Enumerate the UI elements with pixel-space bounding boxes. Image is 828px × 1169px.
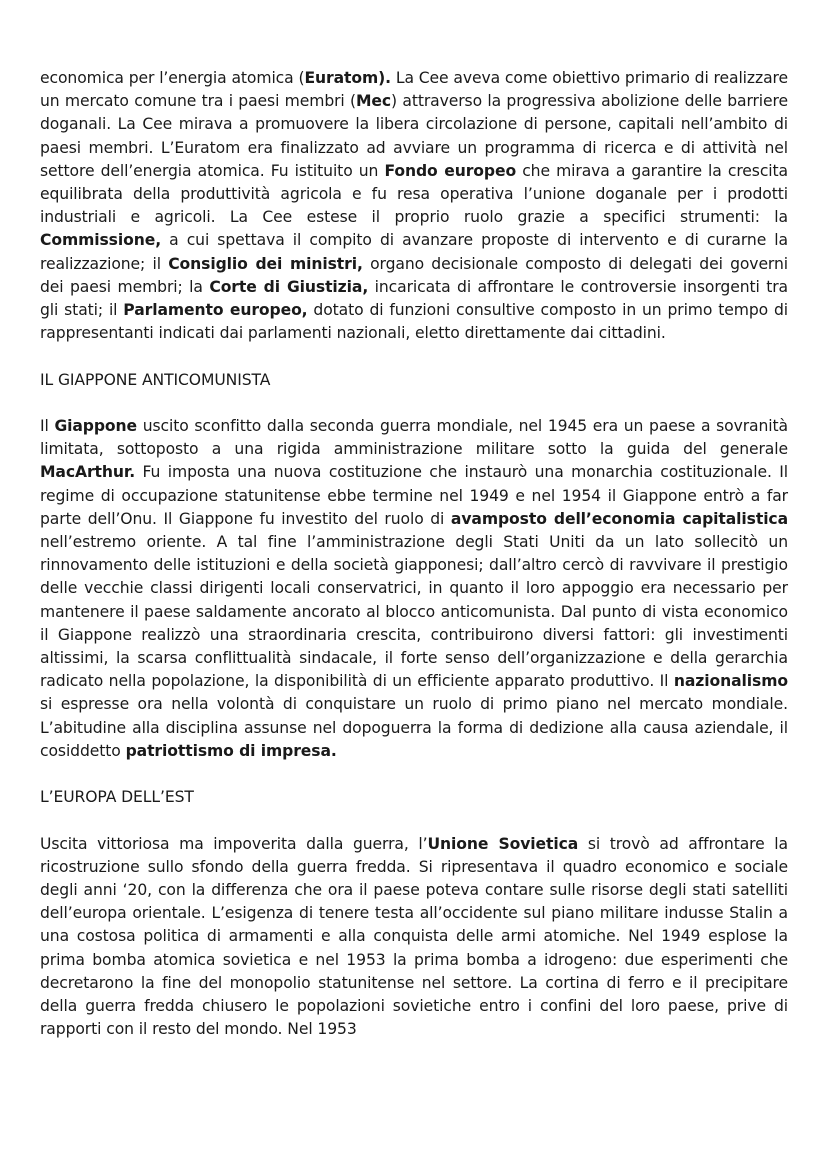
text-run: si espresse ora nella volontà di conquistare un ruolo di primo piano nel mercato mondiale. L’abitudine alla disciplina assunse nel dopoguerra la forma di dedizione alla causa aziendale, il cosiddetto <box>40 695 788 760</box>
text-run: nell’estremo oriente. A tal fine l’amministrazione degli Stati Uniti da un lato sollecitò un rinnovamento delle istituzioni e della società giapponesi; dall’altro cercò di ravvivare il prestigio delle vecchie classi dirigenti locali conservatrici, in quanto il loro appoggio era necessario per mantenere il paese saldamente ancorato al blocco anticomunista. Dal punto di vista economico il Giappone realizzò una straordinaria crescita, contribuirono diversi fattori: gli investimenti altissimi, la scarsa conflittualità sindacale, il forte senso dell’organizzazione e della gerarchia radicato nella popolazione, la disponibilità di un efficiente apparato produttivo. Il <box>40 533 788 691</box>
text-run: ) attraverso la progressiva abolizione delle barriere doganali. La Cee mirava a promuovere la libera circolazione di persone, capitali nell’ambito di paesi membri. L’Euratom era finalizzato ad avviare un programma di ricerca e di attività nel settore dell’energia atomica. Fu istituito un <box>40 92 788 180</box>
text-run: Fu imposta una nuova costituzione che instaurò una monarchia costituzionale. Il regime di occupazione statunitense ebbe termine nel 1949 e nel 1954 il Giappone entrò a far parte dell’Onu. Il Giappone fu investito del ruolo di <box>40 463 788 528</box>
paragraph-giappone <box>40 415 788 763</box>
text-run: organo decisionale composto di delegati dei governi dei paesi membri; la <box>40 254 788 296</box>
spacer <box>40 345 788 368</box>
text-run: uscito sconfitto dalla seconda guerra mondiale, nel 1945 era un paese a sovranità limitata, sottoposto a una rigida amministrazione militare sotto la guida del generale <box>40 417 789 459</box>
bold-term-euratom: Euratom). <box>304 69 391 87</box>
section-heading-giappone: IL GIAPPONE ANTICOMUNISTA <box>40 370 271 389</box>
bold-term-commissione: Commissione, <box>40 231 162 250</box>
bold-term-nazionalismo: nazionalismo <box>673 672 788 691</box>
bold-term-consiglio-ministri: Consiglio dei ministri, <box>168 254 363 273</box>
text-run: incaricata di affrontare le controversie insorgenti tra gli stati; il <box>40 277 788 320</box>
text-run: dotato di funzioni consultive composto in un primo tempo di rappresentanti indicati dai parlamenti nazionali, eletto direttamente dai cittadini. <box>40 301 788 343</box>
spacer <box>40 763 788 786</box>
text-run: Uscita vittoriosa ma impoverita dalla guerra, l’ <box>40 834 428 853</box>
bold-term-avamposto: avamposto dell’economia capitalistica <box>450 509 789 528</box>
bold-term-unione-sovietica: Unione Sovietica <box>427 834 579 853</box>
text-run: a cui spettava il compito di avanzare proposte di intervento e di curarne la realizzazione; il <box>40 231 788 273</box>
text-run: che mirava a garantire la crescita equilibrata della produttività agricola e fu resa operativa l’unione doganale per i prodotti industriali e agricoli. La Cee estese il proprio ruolo grazie a specifici strumenti: la <box>40 161 789 227</box>
text-run: economica per l’energia atomica ( <box>40 69 305 87</box>
bold-term-giappone: Giappone <box>54 417 138 436</box>
bold-term-parlamento-europeo: Parlamento europeo, <box>123 301 308 320</box>
text-run: Il <box>40 417 55 436</box>
spacer <box>40 809 788 832</box>
bold-term-mec: Mec <box>356 92 392 111</box>
bold-term-corte-giustizia: Corte di Giustizia, <box>209 277 369 296</box>
bold-term-macarthur: MacArthur. <box>40 463 136 482</box>
text-run: La Cee aveva come obiettivo primario di realizzare un mercato comune tra i paesi membri ( <box>40 69 789 111</box>
spacer <box>40 392 788 415</box>
section-heading-europa-est: L’EUROPA DELL’EST <box>40 788 194 807</box>
bold-term-patriottismo: patriottismo di impresa. <box>125 741 337 760</box>
paragraph-europa-est <box>40 833 788 1042</box>
paragraph-cee-euratom <box>40 67 788 345</box>
text-run: si trovò ad affrontare la ricostruzione sullo sfondo della guerra fredda. Si ripresentava il quadro economico e sociale degli anni ‘20, con la differenza che ora il paese poteva contare sulle risorse degli stati satelliti dell’europa orientale. L’esigenza di tenere testa all’occidente sul piano militare indusse Stalin a una costosa politica di armamenti e alla conquista delle armi atomiche. Nel 1949 esplose la prima bomba atomica sovietica e nel 1953 la prima bomba a idrogeno: due esperimenti che decretarono la fine del monopolio statunitense nel settore. La cortina di ferro e il precipitare della guerra fredda chiusero le popolazioni sovietiche entro i confini del loro paese, prive di rapporti con il resto del mondo. Nel 1953 <box>40 834 788 1039</box>
bold-term-fondo-europeo: Fondo europeo <box>384 161 517 180</box>
